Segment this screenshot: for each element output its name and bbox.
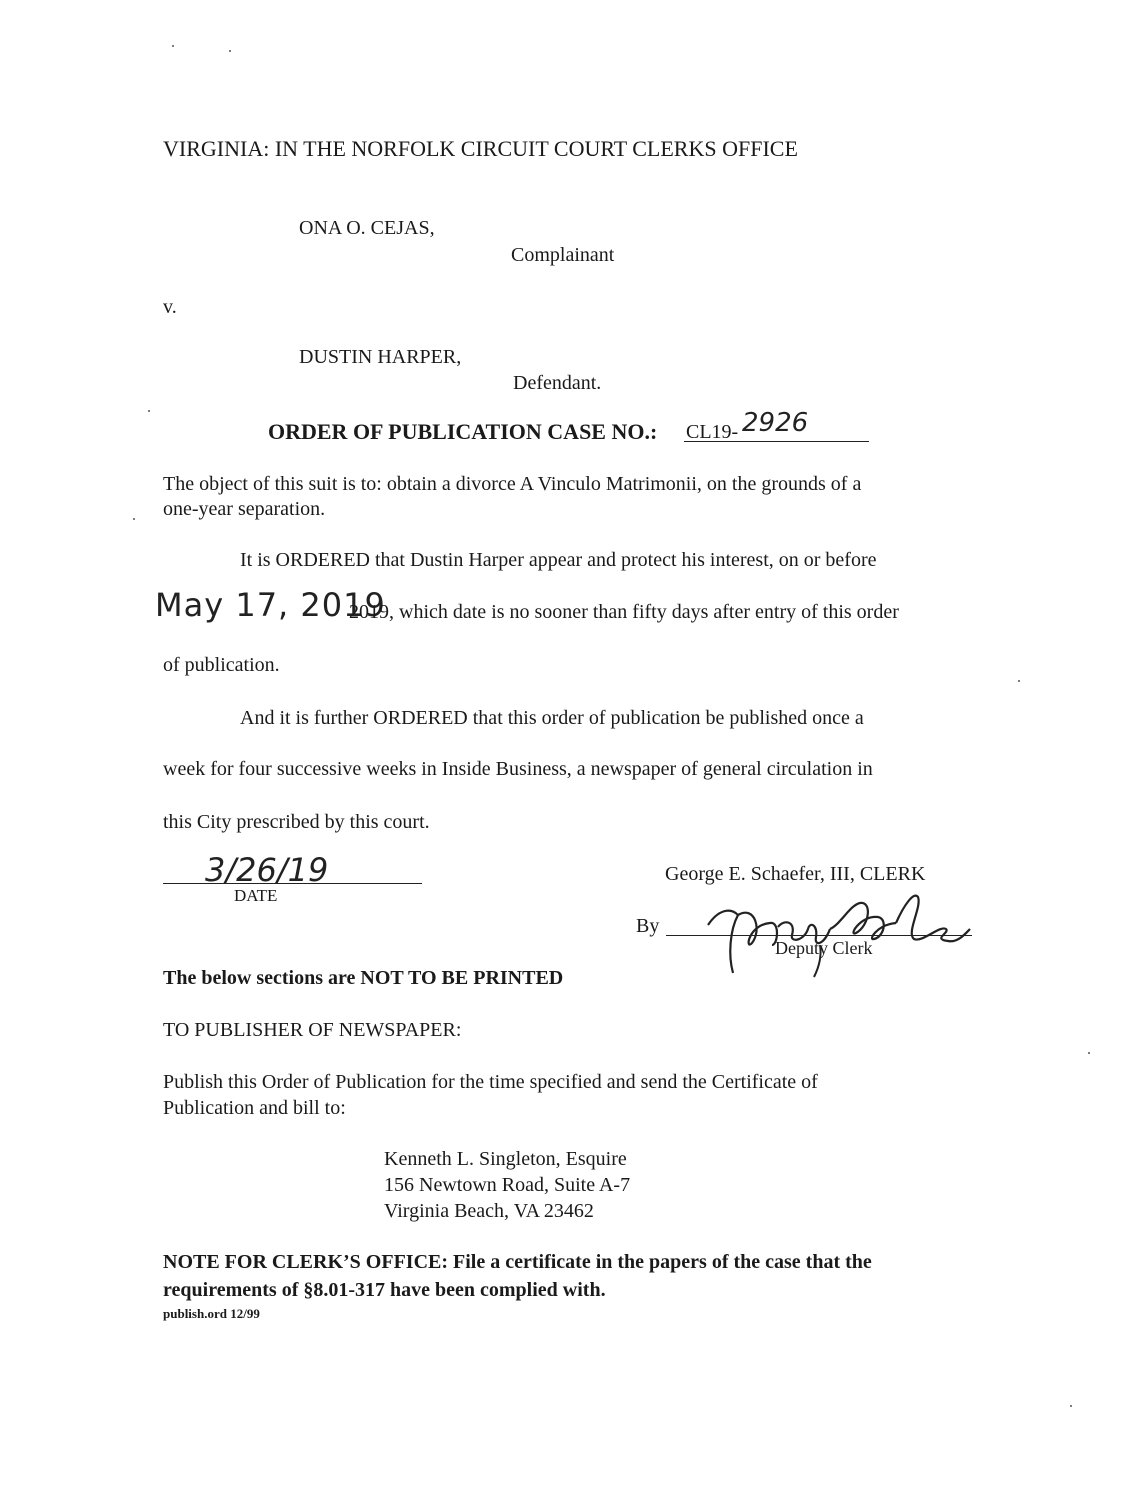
date-line	[163, 883, 422, 884]
object-line-2: one-year separation.	[163, 498, 326, 520]
order2-line-2: week for four successive weeks in Inside Business, a newspaper of general circulation in	[163, 758, 873, 780]
deputy-clerk-label: Deputy Clerk	[775, 938, 873, 958]
scan-speck	[1070, 1405, 1072, 1407]
defendant-role: Defendant.	[513, 372, 602, 394]
by-label: By	[636, 915, 660, 937]
not-printed-prefix: The below sections are	[163, 967, 361, 989]
clerk-note-line-1: NOTE FOR CLERK’S OFFICE: File a certificate in the papers of the case that the	[163, 1251, 872, 1273]
order1-line-2: 2019, which date is no sooner than fifty days after entry of this order	[349, 601, 899, 623]
form-code: publish.ord 12/99	[163, 1306, 260, 1321]
scan-speck	[133, 518, 135, 520]
scan-speck	[148, 410, 150, 412]
address-line-1: Kenneth L. Singleton, Esquire	[384, 1148, 627, 1170]
order1-line-1: It is ORDERED that Dustin Harper appear and protect his interest, on or before	[240, 549, 877, 571]
scan-speck	[1018, 680, 1020, 682]
object-line-1: The object of this suit is to: obtain a divorce A Vinculo Matrimonii, on the grounds of a	[163, 473, 862, 495]
not-printed-emphasis: NOT TO BE PRINTED	[360, 967, 564, 989]
order-title: ORDER OF PUBLICATION CASE NO.:	[268, 419, 658, 444]
publisher-instructions-2: Publication and bill to:	[163, 1097, 346, 1119]
order2-line-3: this City prescribed by this court.	[163, 811, 430, 833]
versus-label: v.	[163, 296, 177, 318]
clerk-name: George E. Schaefer, III, CLERK	[665, 863, 926, 885]
address-line-3: Virginia Beach, VA 23462	[384, 1200, 594, 1222]
publisher-heading: TO PUBLISHER OF NEWSPAPER:	[163, 1019, 462, 1041]
complainant-name: ONA O. CEJAS,	[299, 217, 435, 239]
complainant-role: Complainant	[511, 244, 615, 266]
case-number-handwritten: 2926	[742, 408, 809, 438]
order2-line-1: And it is further ORDERED that this order of publication be published once a	[240, 707, 864, 729]
case-number-underline	[684, 441, 869, 442]
clerk-note-line-2: requirements of §8.01-317 have been complied with.	[163, 1279, 606, 1301]
not-printed-notice	[163, 966, 563, 990]
clerk-signature	[700, 885, 975, 980]
case-prefix: CL19-	[686, 421, 739, 443]
order1-line-3: of publication.	[163, 654, 280, 676]
date-label: DATE	[234, 886, 278, 905]
scan-speck	[229, 50, 231, 52]
address-line-2: 156 Newtown Road, Suite A-7	[384, 1174, 631, 1196]
signing-date-handwritten: 3/26/19	[205, 851, 329, 889]
hearing-date-handwritten: May 17, 2019	[155, 586, 386, 624]
court-header: VIRGINIA: IN THE NORFOLK CIRCUIT COURT CLERKS OFFICE	[163, 136, 798, 161]
defendant-name: DUSTIN HARPER,	[299, 346, 462, 368]
scan-speck	[172, 45, 174, 47]
publisher-instructions-1: Publish this Order of Publication for the time specified and send the Certificate of	[163, 1071, 818, 1093]
scan-speck	[1088, 1052, 1090, 1054]
